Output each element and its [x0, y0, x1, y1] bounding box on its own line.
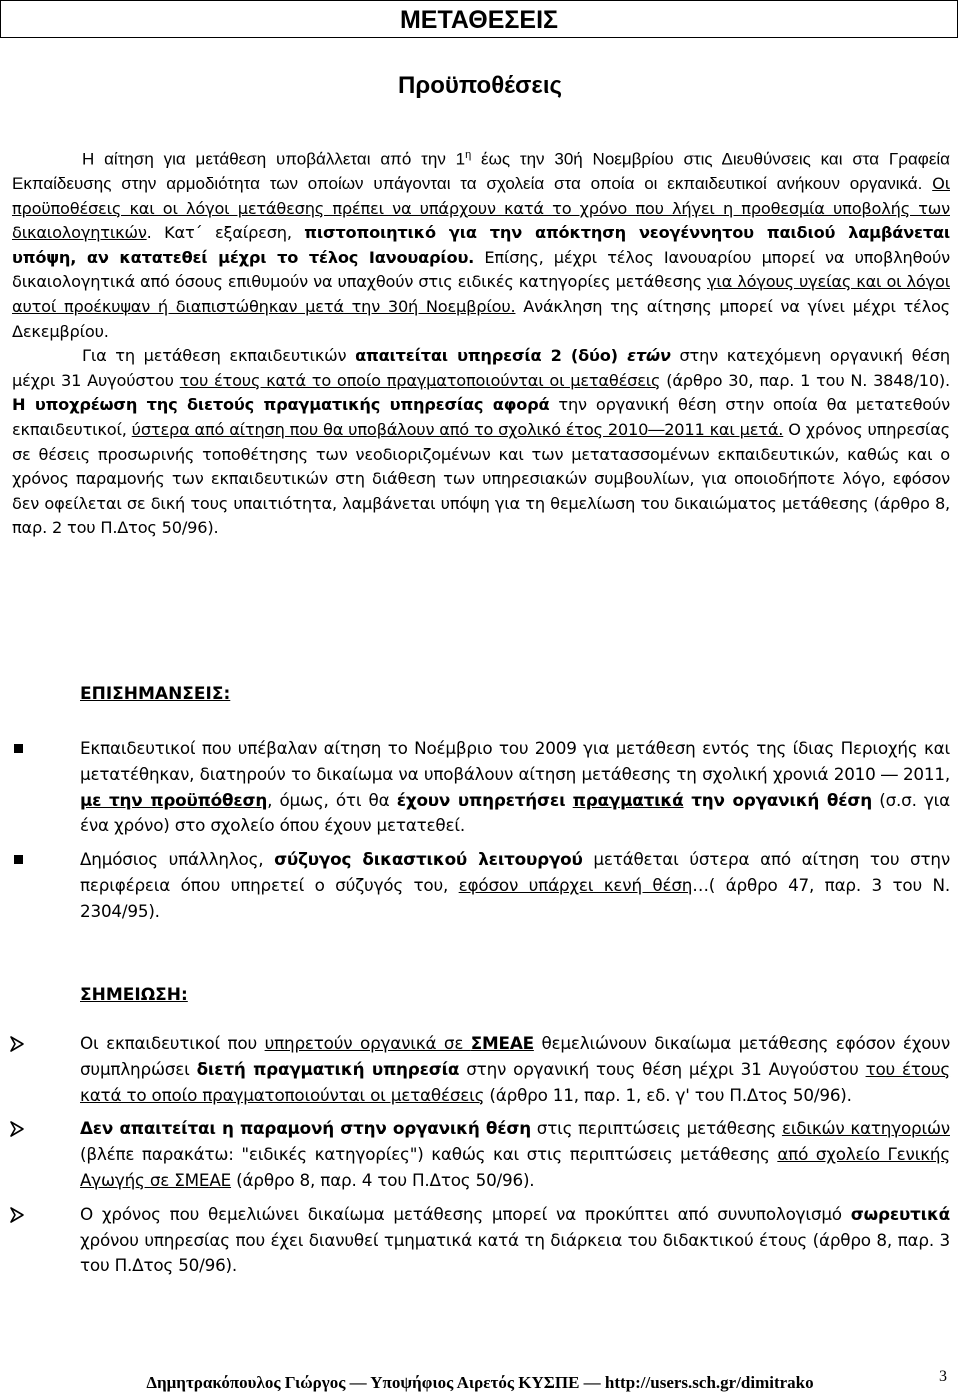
- p1-underlined-conditions: Οι προϋποθέσεις και οι λόγοι μετάθεσης πρέπει να υπάρχουν κατά το χρόνο που λήγει η προθεσμία υποβολής των δικαιολογητικών: [12, 173, 950, 243]
- episimanseis-title: ΕΠΙΣΗΜΑΝΣΕΙΣ:: [80, 684, 231, 704]
- p1-text-h: Ανάκληση της αίτησης μπορεί να γίνει μέχρι τέλος Δεκεμβρίου.: [12, 296, 950, 341]
- item-bold: διετή πραγματική υπηρεσία: [196, 1058, 460, 1079]
- p2-text-d: στην κατεχόμενη οργανική θέση μέχρι 31 Αυγούστου: [12, 346, 950, 390]
- episimanseis-list: [80, 736, 950, 933]
- item-underlined: ειδικών κατηγοριών: [781, 1118, 950, 1139]
- item-text: στην οργανική τους θέση μέχρι 31 Αυγούστου: [459, 1058, 866, 1079]
- arrow-bullet-icon: [8, 1206, 26, 1224]
- item-bold: έχουν υπηρετήσει: [396, 789, 566, 810]
- item-text: θεμελιώνουν δικαίωμα μετάθεσης εφόσον έχουν συμπληρώσει: [80, 1033, 950, 1079]
- item-text: (άρθρο 8, παρ. 4 του Π.Δτος 50/96).: [231, 1169, 535, 1190]
- list-item: [80, 1202, 950, 1279]
- item-bold-underlined: ΣΜΕΑΕ: [470, 1033, 534, 1053]
- p2-text-f: (άρθρο 30, παρ. 1 του Ν. 3848/10).: [660, 370, 950, 390]
- item-text: χρόνου υπηρεσίας που έχει διανυθεί τμηματικά κατά τη διάρκεια του διδακτικού έτους (άρθρο 8, παρ. 3 του Π.Δτος 50/96).: [80, 1229, 950, 1276]
- footer-text: Δημητρακόπουλος Γιώργος ― Υποψήφιος Αιρετός ΚΥΣΠΕ ― http://users.sch.gr/dimitrako: [146, 1373, 814, 1392]
- p2-underlined-after: ύστερα από αίτηση που θα υποβάλουν από το σχολικό έτος 2010―2011 και μετά.: [131, 419, 784, 439]
- item-bold: σωρευτικά: [850, 1203, 950, 1224]
- main-text: [12, 143, 950, 541]
- p1-superscript: η: [465, 149, 472, 161]
- p1-bold-newborn: πιστοποιητικό για την απόκτηση νεογέννητου παιδιού λαμβάνεται υπόψη, αν κατατεθεί μέχρι το τέλος Ιανουαρίου.: [12, 223, 950, 267]
- p2-bold-service: απαιτείται υπηρεσία 2 (δύο): [355, 346, 628, 366]
- p1-text-b: έως την 30ή Νοεμβρίου στις Διευθύνσεις και στα Γραφεία Εκπαίδευσης στην αρμοδιότητα των οποίων υπάγονται τα σχολεία στα οποία οι εκπαιδευτικοί ανήκουν οργανικά.: [12, 149, 950, 193]
- arrow-bullet-icon: [8, 1035, 26, 1053]
- p1-underlined-health: για λόγους υγείας και οι λόγοι αυτοί προέκυψαν ή διαπιστώθηκαν μετά την 30ή Νοεμβρίου.: [12, 272, 950, 316]
- p1-text-a: Η αίτηση για μετάθεση υποβάλλεται από την 1: [82, 149, 466, 169]
- item-underlined: εφόσον υπάρχει κενή θέση: [458, 874, 693, 895]
- header-box: [0, 0, 958, 38]
- arrow-bullet-icon: [8, 1120, 26, 1138]
- section-subtitle: Προϋποθέσεις: [398, 72, 562, 99]
- item-bold: Δεν απαιτείται η παραμονή στην οργανική θέση: [80, 1118, 532, 1139]
- p2-text-j: Ο χρόνος υπηρεσίας σε θέσεις προσωρινής τοποθέτησης των νεοδιοριζομένων και των μετατασσομένων εκπαιδευτικών, καθώς και ο χρόνος παραμονής των εκπαιδευτικών στη διάθεση των υπηρεσιακών συμβουλίων, για οποιοδήποτε λόγο, εφόσον δεν οφείλεται σε δική τους υπαιτιότητα, λαμβάνεται υπόψη για τη θεμελίωση του δικαιώματος μετάθεσης (άρθρο 8, παρ. 2 του Π.Δτος 50/96).: [12, 419, 950, 538]
- list-item: [80, 736, 950, 839]
- item-text: (άρθρο 11, παρ. 1, εδ. γ' του Π.Δτος 50/96).: [484, 1084, 852, 1105]
- p2-text-h: την οργανική θέση στην οποία θα μετατεθούν εκπαιδευτικοί,: [12, 395, 950, 439]
- item-text: Δημόσιος υπάλληλος,: [80, 849, 275, 870]
- item-bold: σύζυγος δικαστικού λειτουργού: [274, 849, 583, 870]
- list-item: [80, 1031, 950, 1108]
- item-bold-underlined: με την προϋπόθεση: [80, 789, 268, 810]
- p2-text-a: Για τη μετάθεση εκπαιδευτικών: [82, 346, 356, 366]
- item-text: (σ.σ. για ένα χρόνο) στο σχολείο όπου έχουν μετατεθεί.: [80, 789, 951, 836]
- paragraph-1: [12, 143, 950, 344]
- item-bold: την οργανική θέση: [683, 789, 872, 810]
- item-text: στις περιπτώσεις μετάθεσης: [531, 1118, 782, 1139]
- list-item: [80, 1116, 950, 1193]
- page-title: ΜΕΤΑΘΕΣΕΙΣ: [399, 6, 559, 34]
- item-text: Εκπαιδευτικοί που υπέβαλαν αίτηση το Νοέμβριο του 2009 για μετάθεση εντός της ίδιας Περιοχής και μετατέθηκαν, διατηρούν το δικαίωμα να υποβάλουν αίτηση μετάθεσης τη σχολική χρονιά 2010 ― 2011,: [80, 738, 950, 784]
- item-underlined: του έτους κατά το οποίο πραγματοποιούνται οι μεταθέσεις: [80, 1058, 951, 1105]
- item-underlined: από σχολείο Γενικής Αγωγής σε ΣΜΕΑΕ: [80, 1144, 950, 1190]
- square-bullet-icon: [14, 855, 23, 864]
- item-text: Ο χρόνος που θεμελιώνει δικαίωμα μετάθεσης μπορεί να προκύπτει από συνυπολογισμό: [80, 1203, 851, 1224]
- list-item: [80, 847, 950, 924]
- p2-bold-obligation: Η υποχρέωση της διετούς πραγματικής υπηρεσίας αφορά: [12, 395, 550, 415]
- item-text: …( άρθρο 47, παρ. 3 του Ν. 2304/95).: [80, 874, 950, 921]
- p2-bold-years: ετών: [627, 346, 671, 366]
- item-text: , όμως, ότι θα: [267, 789, 397, 810]
- simeiosi-title: ΣΗΜΕΙΩΣΗ:: [80, 985, 188, 1005]
- paragraph-2: [12, 344, 950, 541]
- square-bullet-icon: [14, 744, 23, 753]
- p1-text-d: . Κατ΄ εξαίρεση,: [146, 223, 305, 243]
- p1-text-f: Επίσης, μέχρι τέλος Ιανουαρίου μπορεί να υποβληθούν δικαιολογητικά από όσους επιθυμούν να υπαχθούν στις ειδικές κατηγορίες μετάθεσης: [12, 247, 950, 292]
- item-text: (βλέπε παρακάτω: "ειδικές κατηγορίες") καθώς και στις περιπτώσεις μετάθεσης: [80, 1144, 778, 1165]
- item-underlined: υπηρετούν οργανικά σε: [264, 1033, 471, 1053]
- simeiosi-list: [80, 1031, 950, 1287]
- item-text: μετάθεται ύστερα από αίτηση του στην περιφέρεια όπου υπηρετεί ο σύζυγός του,: [80, 849, 950, 895]
- item-text: Οι εκπαιδευτικοί που: [80, 1033, 265, 1053]
- page-number: 3: [939, 1368, 947, 1385]
- item-bold-underlined: πραγματικά: [572, 789, 684, 810]
- p2-underlined-year: του έτους κατά το οποίο πραγματοποιούνται οι μεταθέσεις: [179, 370, 661, 390]
